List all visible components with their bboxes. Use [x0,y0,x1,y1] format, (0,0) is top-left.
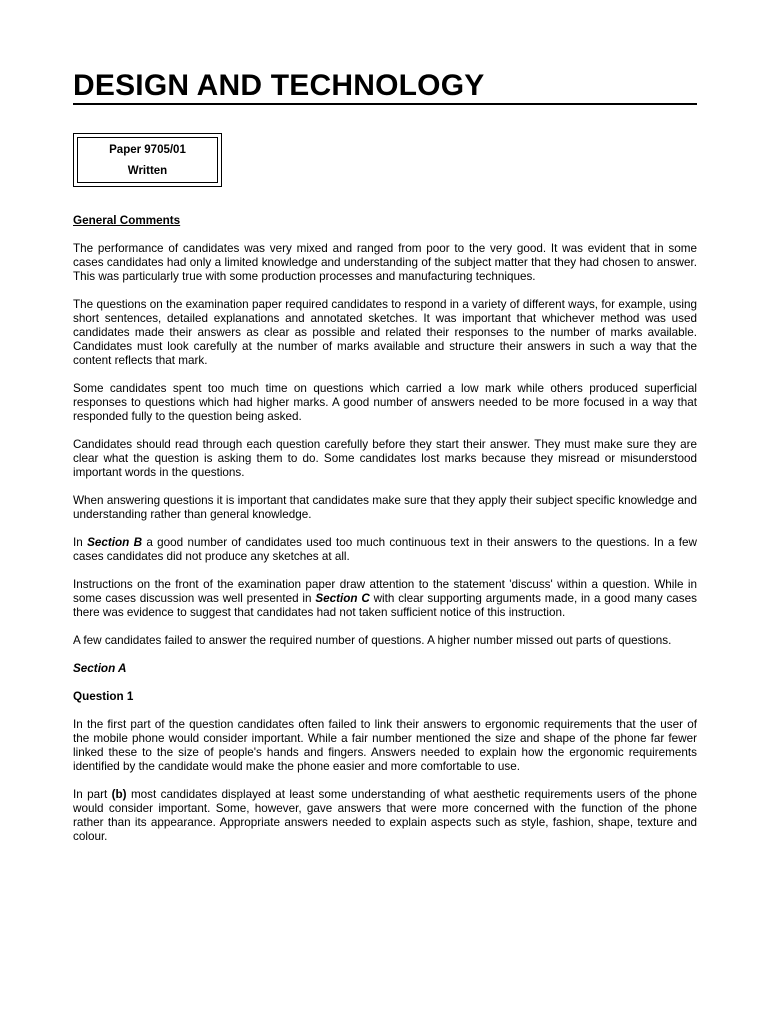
paragraph-text: with clear supporting arguments made, in a good many cases there was evidence to suggest that candidates had not taken sufficient notice of this instruction. [73,592,697,619]
general-comments-heading: General Comments [73,214,181,227]
paragraph: Some candidates spent too much time on questions which carried a low mark while others produced superficial responses to questions which had higher marks. A good number of answers needed to be more focused in a way that responded fully to the question being asked. [73,382,697,423]
document-body [73,214,697,858]
part-reference: (b) [111,788,127,801]
paragraph: The performance of candidates was very mixed and ranged from poor to the very good. It was evident that in some cases candidates had only a limited knowledge and understanding of the subject matter that they had chosen to answer. This was particularly true with some production processes and manufacturing techniques. [73,242,697,283]
paragraph [73,578,697,620]
paper-type: Written [127,165,168,177]
paragraph-text: In [73,536,88,549]
section-reference: Section C [315,592,370,605]
question-1-heading: Question 1 [73,690,134,703]
paragraph-text: Instructions on the front of the examination paper draw attention to the statement 'discuss' within a question. While in some cases discussion was well presented in [73,578,697,605]
section-reference: Section B [87,536,143,549]
paragraph: The questions on the examination paper required candidates to respond in a variety of different ways, for example, using short sentences, detailed explanations and annotated sketches. It was important that whichever method was used candidates made their answers as clear as possible and related their responses to the number of marks available. Candidates must look carefully at the number of marks available and structure their answers in such a way that the content reflects that mark. [73,298,697,367]
paragraph-text: a good number of candidates used too much continuous text in their answers to the questions. In a few cases candidates did not produce any sketches at all. [73,536,697,563]
paragraph: In the first part of the question candidates often failed to link their answers to ergonomic requirements that the user of the mobile phone would consider important. While a fair number mentioned the size and shape of the phone far fewer linked these to the size of people's hands and fingers. Answers needed to explain how the ergonomic requirements identified by the candidate would make the phone easier and more comfortable to use. [73,718,697,773]
paragraph-text: most candidates displayed at least some understanding of what aesthetic requirements users of the phone would consider important. Some, however, gave answers that were more concerned with the function of the phone rather than its appearance. Appropriate answers needed to explain aspects such as style, fashion, shape, texture and colour. [73,788,697,843]
paper-info-box [73,133,222,187]
paragraph: When answering questions it is important that candidates make sure that they apply their subject specific knowledge and understanding rather than general knowledge. [73,494,697,521]
title-underline [73,103,697,105]
paragraph-text: In part [73,788,112,801]
paragraph [73,536,697,564]
paragraph: A few candidates failed to answer the required number of questions. A higher number missed out parts of questions. [73,634,672,647]
paper-number: Paper 9705/01 [109,144,186,156]
paragraph: Candidates should read through each question carefully before they start their answer. They must make sure they are clear what the question is asking them to do. Some candidates lost marks because they misread or misunderstood important words in the questions. [73,438,697,479]
document-title: DESIGN AND TECHNOLOGY [73,69,485,102]
section-a-heading: Section A [73,662,127,675]
paragraph [73,788,697,844]
paper-info-inner-box [77,137,218,183]
